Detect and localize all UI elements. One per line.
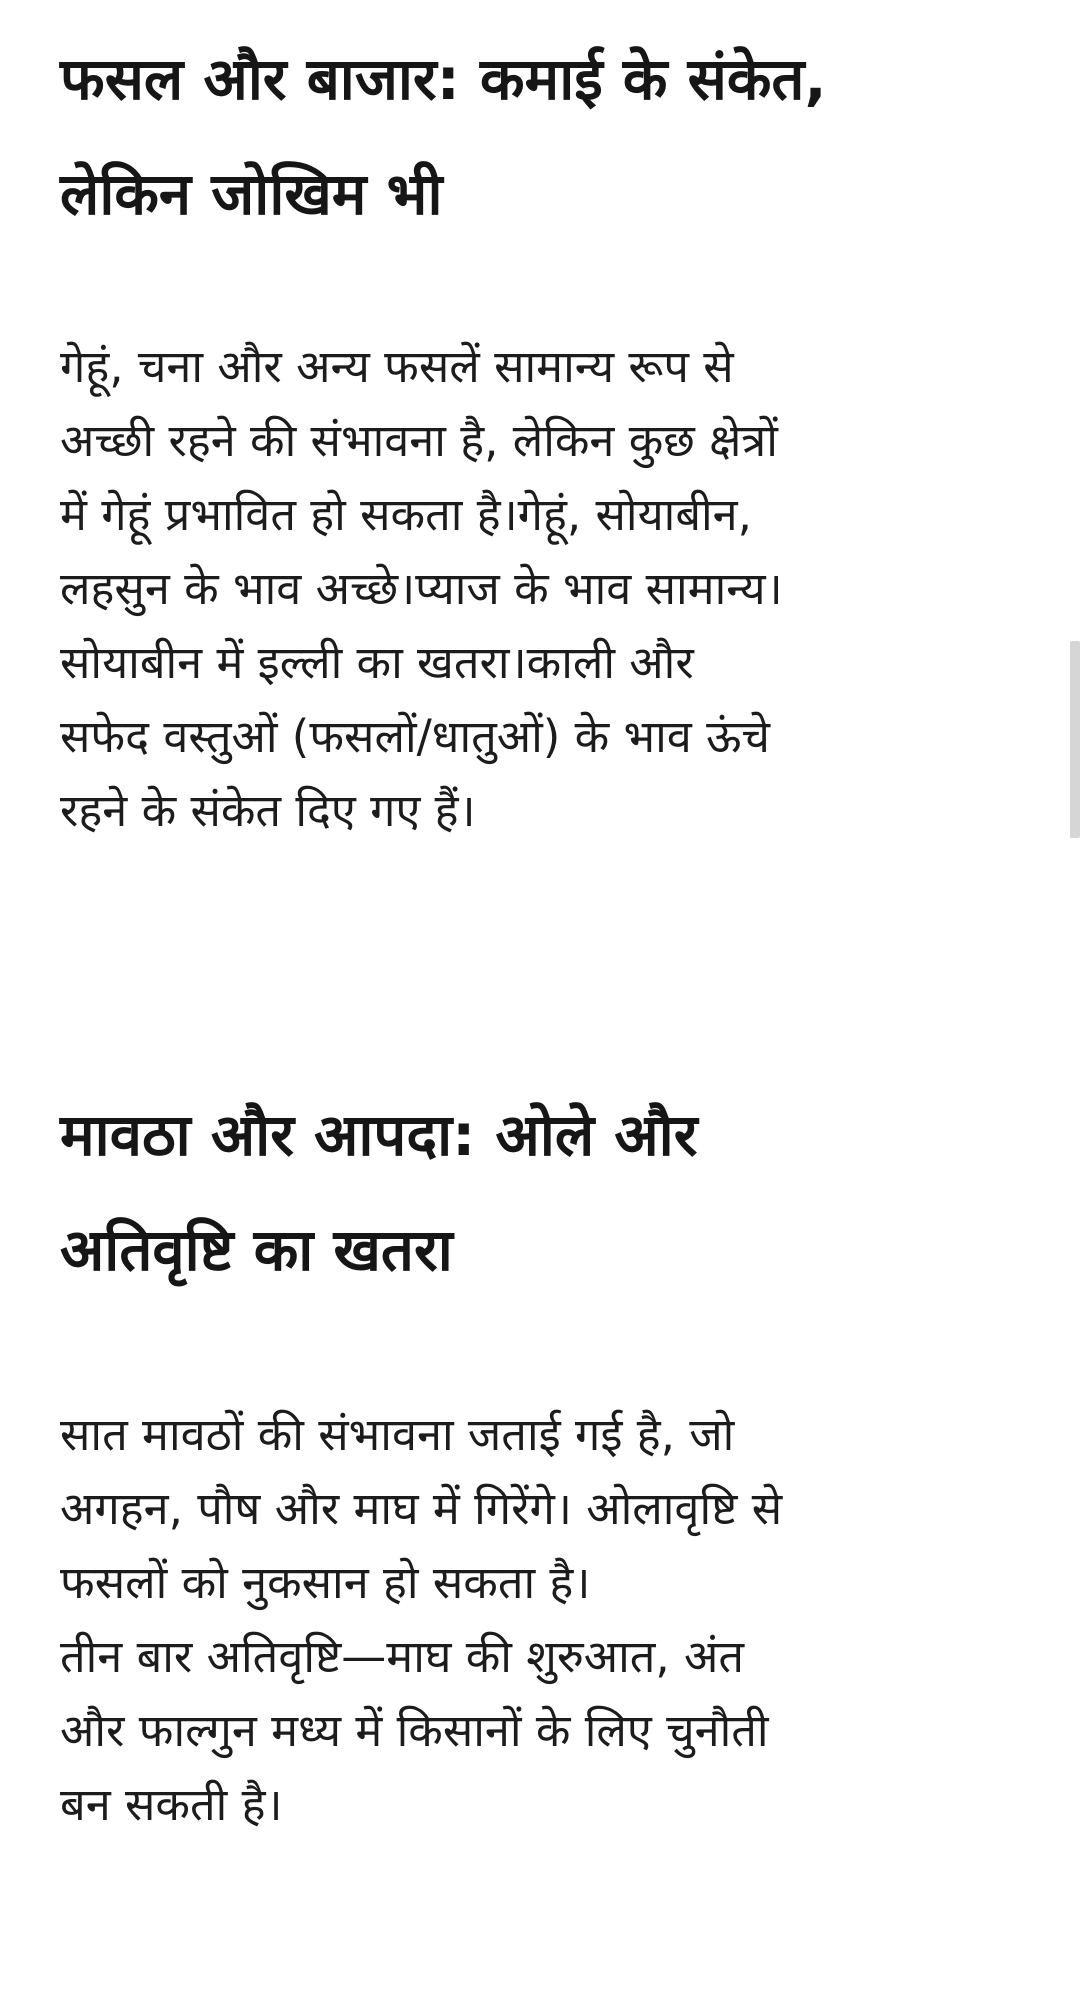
paragraph-line: तीन बार अतिवृष्टि—माघ की शुरुआत, अंत [60, 1630, 745, 1683]
section-paragraph-crops-market [60, 330, 783, 848]
section-paragraph-mavtha-disaster [60, 1398, 782, 1842]
paragraph-line: लहसुन के भाव अच्छे।प्याज के भाव सामान्य। [60, 562, 783, 615]
paragraph-line: और फाल्गुन मध्य में किसानों के लिए चुनौती [60, 1704, 769, 1757]
paragraph-line: में गेहूं प्रभावित हो सकता है।गेहूं, सोयाबीन, [60, 488, 752, 541]
paragraph-line: अगहन, पौष और माघ में गिरेंगे। ओलावृष्टि से [60, 1482, 783, 1535]
paragraph-line: सफेद वस्तुओं (फसलों/धातुओं) के भाव ऊंचे [60, 710, 770, 763]
paragraph-line: गेहूं, चना और अन्य फसलें सामान्य रूप से [60, 340, 734, 393]
paragraph-line: रहने के संकेत दिए गए हैं। [60, 784, 476, 837]
heading-line: अतिवृष्टि का खतरा [60, 1216, 453, 1284]
paragraph-line: अच्छी रहने की संभावना है, लेकिन कुछ क्षेत्रों [60, 414, 778, 467]
section-heading-crops-market [60, 22, 827, 252]
scrollbar-thumb[interactable] [1070, 641, 1080, 838]
section-heading-mavtha-disaster [60, 1078, 697, 1308]
heading-line: लेकिन जोखिम भी [60, 160, 443, 228]
paragraph-line: बन सकती है। [60, 1778, 283, 1831]
heading-line: मावठा और आपदा: ओले और [60, 1101, 698, 1169]
heading-line: फसल और बाजार: कमाई के संकेत, [60, 45, 827, 113]
paragraph-line: फसलों को नुकसान हो सकता है। [60, 1556, 591, 1609]
paragraph-line: सात मावठों की संभावना जताई गई है, जो [60, 1408, 735, 1461]
paragraph-line: सोयाबीन में इल्ली का खतरा।काली और [60, 636, 694, 689]
